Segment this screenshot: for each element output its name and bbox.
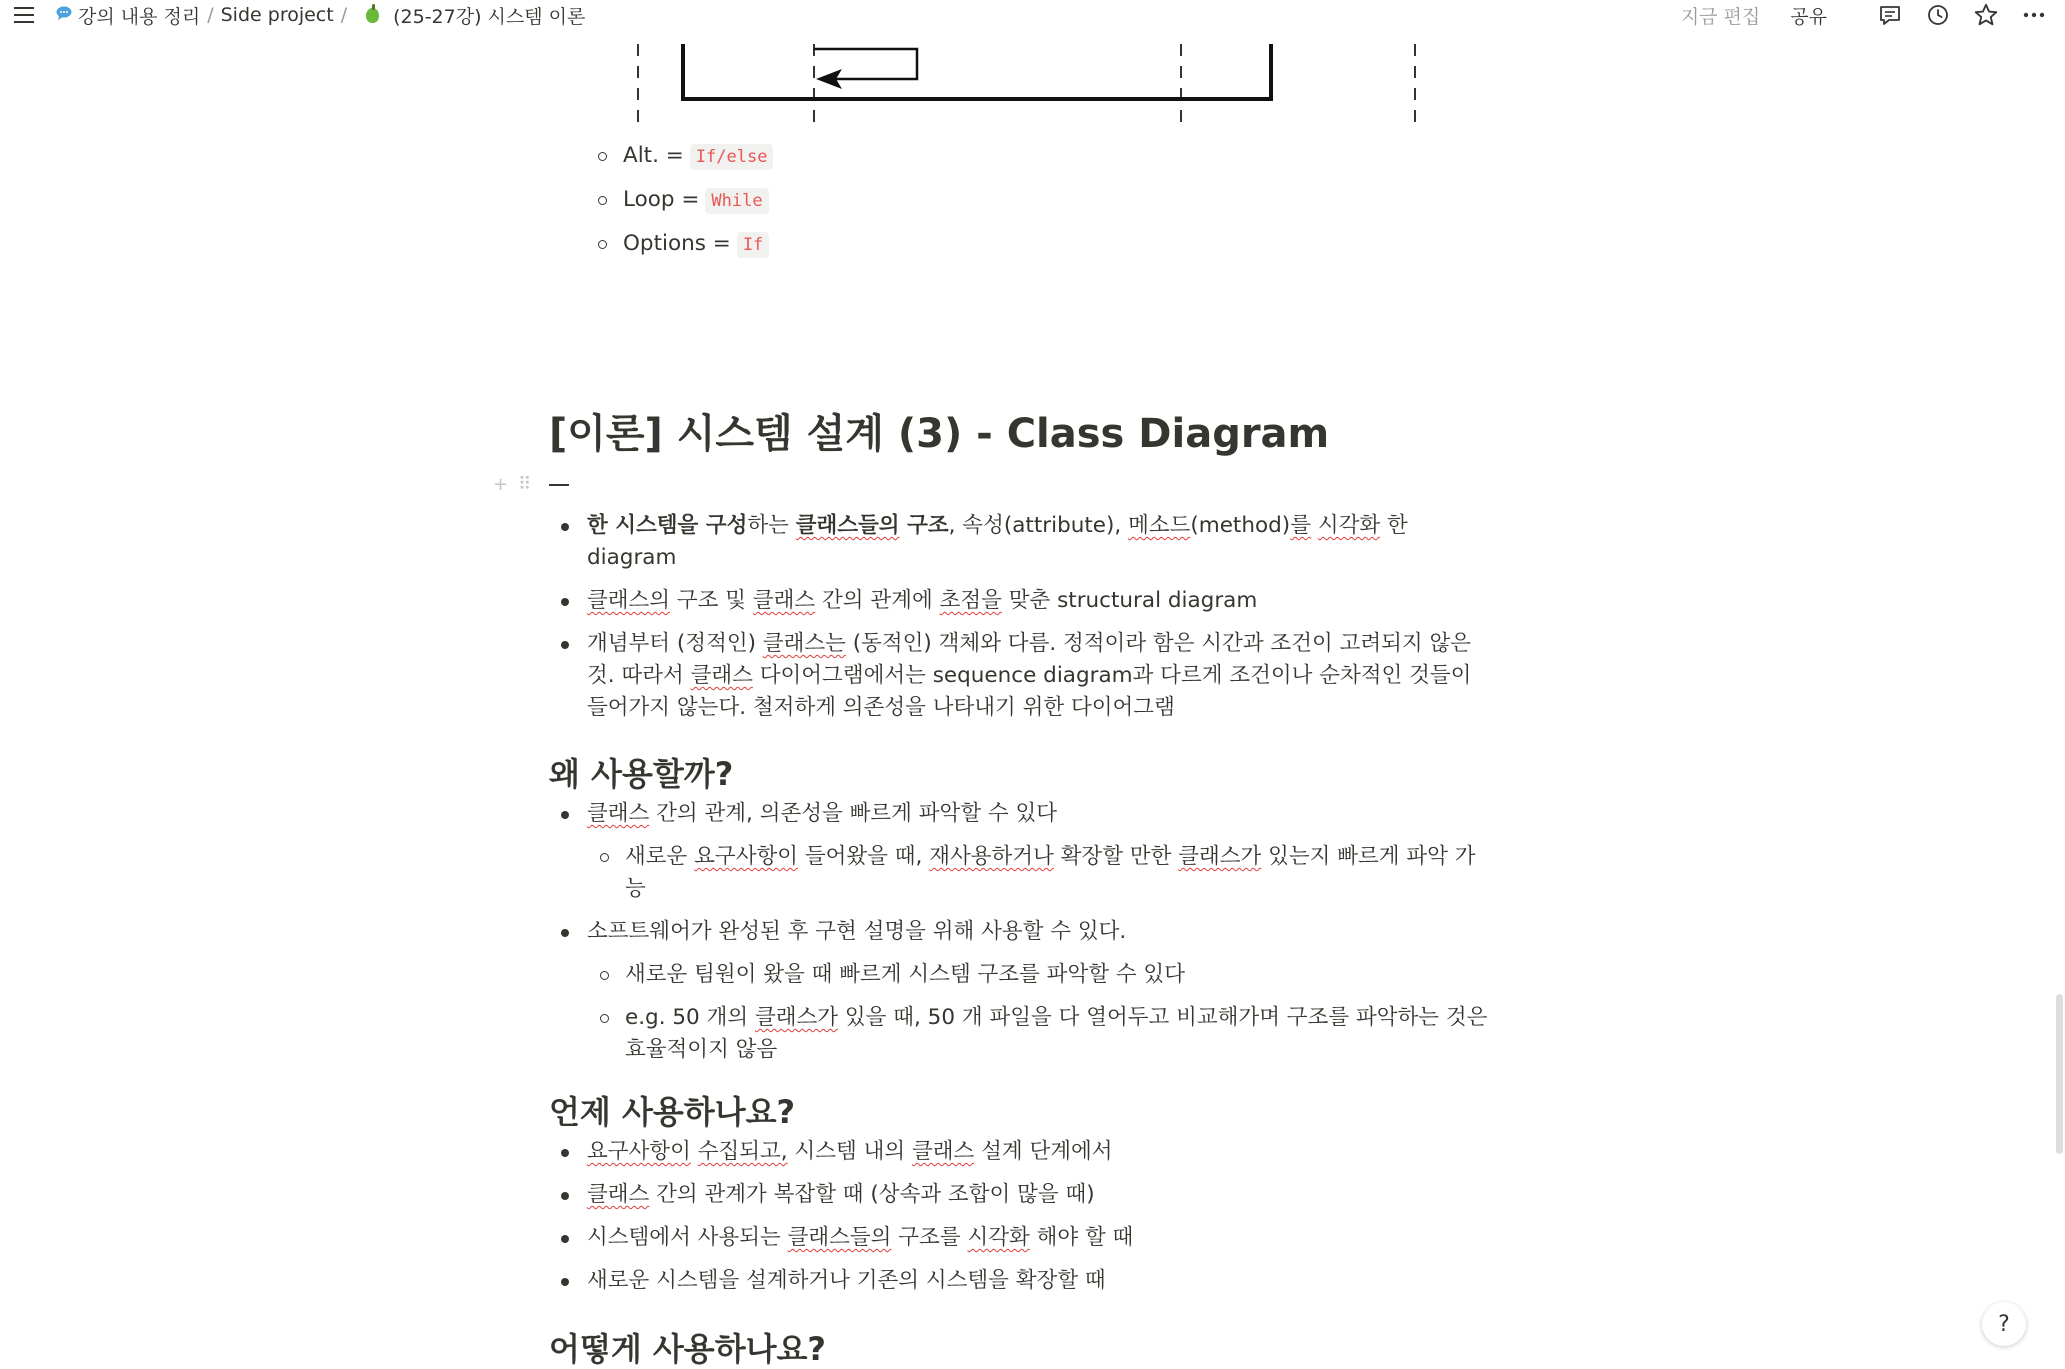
text: 클래스 bbox=[587, 801, 650, 826]
intro-list bbox=[549, 510, 1494, 724]
text: 설계 단계에서 bbox=[974, 1139, 1113, 1164]
text: 메소드 bbox=[1128, 513, 1191, 538]
text: 새로운 bbox=[625, 844, 695, 869]
edited-status: 지금 편집 bbox=[1680, 5, 1761, 28]
breadcrumb-label: Side project bbox=[220, 4, 334, 26]
list-item bbox=[549, 1222, 1494, 1254]
text: 클래스 bbox=[911, 1139, 975, 1164]
text: 간의 관계, 의존성을 빠르게 파악할 수 있다 bbox=[649, 801, 1058, 826]
list-item: 새로운 시스템을 설계하거나 기존의 시스템을 확장할 때 bbox=[549, 1265, 1494, 1297]
text: 확장할 만한 bbox=[1053, 844, 1179, 869]
list-item: 새로운 팀원이 왔을 때 빠르게 시스템 구조를 파악할 수 있다 bbox=[549, 959, 1494, 991]
operator-label: Loop = bbox=[623, 187, 700, 212]
list-item bbox=[549, 798, 1494, 830]
text: 클래스 bbox=[690, 663, 753, 688]
list-item bbox=[549, 628, 1494, 724]
operator-list bbox=[549, 140, 1499, 261]
text: 간의 관계에 bbox=[815, 588, 940, 613]
text: 개념부터 (정적인) bbox=[587, 631, 763, 656]
text: 클래스 bbox=[752, 588, 816, 613]
text: 수집되고, bbox=[697, 1139, 788, 1164]
heading-latin: (3) - Class Diagram bbox=[897, 411, 1330, 457]
text: 초점을 bbox=[939, 588, 1002, 613]
text: (method) bbox=[1190, 513, 1291, 538]
how-heading: 어떻게 사용하나요? bbox=[549, 1330, 826, 1368]
bold-text: 구조 bbox=[899, 513, 949, 538]
list-item bbox=[549, 1136, 1494, 1168]
scrollbar[interactable] bbox=[2055, 40, 2065, 1369]
list-item bbox=[549, 1179, 1494, 1211]
text: 시각화 bbox=[967, 1225, 1030, 1250]
list-item bbox=[549, 184, 1499, 217]
breadcrumb-separator: / bbox=[340, 4, 348, 26]
breadcrumb-label: (25-27강) 시스템 이론 bbox=[393, 5, 586, 28]
list-item bbox=[549, 228, 1499, 261]
text: 시각화 bbox=[1317, 513, 1381, 538]
list-item bbox=[549, 585, 1494, 617]
text bbox=[1311, 513, 1318, 538]
text: e.g. 50 개의 bbox=[625, 1005, 755, 1030]
scrollbar-thumb[interactable] bbox=[2056, 994, 2063, 1154]
why-heading: 왜 사용할까? bbox=[549, 755, 734, 793]
bold-text: 한 시스템을 구성 bbox=[587, 513, 748, 538]
text: 시스템에서 사용되는 bbox=[587, 1225, 788, 1250]
divider bbox=[549, 484, 569, 486]
inline-code: While bbox=[705, 188, 768, 214]
inline-code: If bbox=[737, 232, 769, 258]
operator-label: Options = bbox=[623, 231, 731, 256]
text: 간의 관계가 복잡할 때 (상속과 조합이 많을 때) bbox=[649, 1182, 1095, 1207]
text: 한 diagram bbox=[587, 513, 1408, 570]
text: 클래스의 bbox=[587, 588, 671, 613]
text: 클래스는 bbox=[762, 631, 846, 656]
text: (동적인) 객체와 다름. 정적이라 함은 시간과 조건이 고려되지 않은 것. 따라서 bbox=[587, 631, 1472, 688]
list-item bbox=[549, 140, 1499, 173]
list-item bbox=[549, 1002, 1494, 1066]
text: 다이어그램에서는 sequence diagram과 다르게 조건이나 순차적인 것들이 들어가지 않는다. 철저하게 의존성을 나타내기 위한 다이어그램 bbox=[587, 663, 1472, 720]
help-button[interactable]: ? bbox=[1982, 1302, 2026, 1346]
text: 있을 때, 50 개 파일을 다 열어두고 비교해가며 구조를 파악하는 것은 효율적이지 않음 bbox=[625, 1005, 1488, 1062]
list-item: 소프트웨어가 완성된 후 구현 설명을 위해 사용할 수 있다. bbox=[549, 916, 1494, 948]
operator-label: Alt. = bbox=[623, 143, 684, 168]
body-content bbox=[549, 510, 1494, 1368]
text: 를 bbox=[1290, 513, 1311, 538]
text: 구조를 bbox=[891, 1225, 968, 1250]
share-button[interactable]: 공유 bbox=[1790, 5, 1827, 28]
bold-text: 클래스들의 bbox=[795, 513, 900, 538]
text: 시스템 내의 bbox=[787, 1139, 912, 1164]
text: 클래스가 bbox=[754, 1005, 839, 1030]
text: 요구사항이 bbox=[694, 844, 799, 869]
heading-korean: [이론] 시스템 설계 bbox=[549, 411, 884, 457]
text: 클래스가 bbox=[1178, 844, 1262, 869]
text: 구조 및 bbox=[670, 588, 753, 613]
text: 맞춘 structural diagram bbox=[1001, 588, 1258, 613]
text: 들어왔을 때, bbox=[798, 844, 930, 869]
text: 하는 bbox=[747, 513, 796, 538]
block-drag-handle[interactable]: +⠿ bbox=[493, 474, 542, 495]
why-list bbox=[549, 798, 1494, 1066]
breadcrumb-label: 강의 내용 정리 bbox=[78, 5, 201, 28]
text: 해야 할 때 bbox=[1029, 1225, 1134, 1250]
inline-code: If/else bbox=[690, 144, 774, 170]
section-heading bbox=[549, 402, 1329, 459]
list-item bbox=[549, 841, 1494, 905]
text: 클래스들의 bbox=[787, 1225, 892, 1250]
when-list bbox=[549, 1136, 1494, 1297]
when-heading: 언제 사용하나요? bbox=[549, 1093, 796, 1131]
text: 요구사항이 bbox=[587, 1139, 691, 1164]
page-content bbox=[549, 140, 1499, 272]
text: , 속성(attribute), bbox=[948, 513, 1129, 538]
text: 클래스 bbox=[587, 1182, 650, 1207]
text: 재사용하거나 bbox=[929, 844, 1054, 869]
sequence-diagram-image bbox=[0, 0, 2065, 130]
text: 있는지 빠르게 파악 가능 bbox=[625, 844, 1476, 901]
breadcrumb-separator: / bbox=[207, 4, 214, 26]
text bbox=[691, 1139, 698, 1164]
list-item bbox=[549, 510, 1494, 574]
